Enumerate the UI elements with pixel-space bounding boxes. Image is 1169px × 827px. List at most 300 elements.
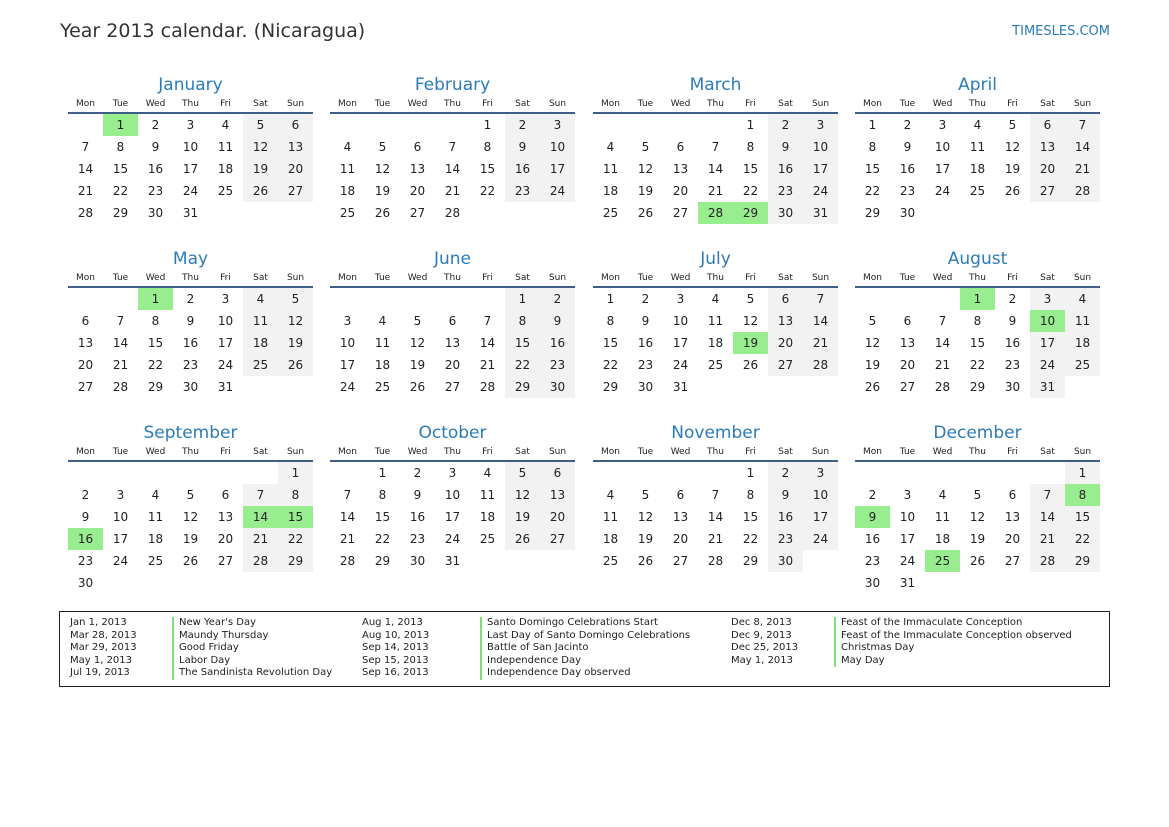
day-cell: 15 [479,162,496,176]
day-cell: 10 [112,510,129,524]
day-cell: 25 [243,354,278,376]
empty-cell [628,462,663,484]
day-cell: 11 [479,488,496,502]
day-cell: 7 [711,140,720,154]
day-cell: 9 [540,310,575,332]
day-cell: 28 [1065,180,1100,202]
day-cell: 2 [641,292,650,306]
day-cell: 31 [1030,376,1065,398]
weekday-label: Mon [338,99,357,109]
day-cell: 1 [483,118,492,132]
week-row [855,354,1100,376]
weekday-label: Thu [182,447,199,457]
day-cell: 30 [768,550,803,572]
day-cell: 7 [1065,114,1100,136]
day-cell: 7 [803,288,838,310]
weekday-label: Wed [407,447,428,457]
day-cell: 22 [374,532,391,546]
week-row [68,528,313,550]
day-cell: 4 [606,488,615,502]
weekday-label: Tue [899,447,916,457]
week-row [593,506,838,528]
day-cell: 21 [707,532,724,546]
week-row [855,484,1100,506]
day-cell: 4 [221,118,230,132]
day-cell: 20 [409,184,426,198]
day-cell: 12 [742,314,759,328]
weekday-label: Sat [1040,447,1055,457]
holiday-day-cell: 28 [698,202,733,224]
day-cell: 30 [768,202,803,224]
weekday-label: Fri [220,273,231,283]
day-cell: 21 [243,528,278,550]
day-cell: 18 [1065,332,1100,354]
day-cell: 6 [768,288,803,310]
day-cell: 19 [637,184,654,198]
weekday-label: Sun [286,447,305,457]
day-cell: 23 [540,354,575,376]
day-cell: 22 [147,358,164,372]
week-row [593,202,838,224]
day-cell: 12 [637,510,654,524]
weekday-label: Wed [145,447,166,457]
day-cell: 13 [672,162,689,176]
day-cell: 12 [505,484,540,506]
day-cell: 13 [540,484,575,506]
month-january [68,74,313,224]
weekday-header [68,444,313,462]
day-cell: 5 [868,314,877,328]
day-cell: 30 [899,206,916,220]
weekday-header [593,270,838,288]
day-cell: 3 [116,488,125,502]
holiday-day-cell: 14 [243,506,278,528]
day-cell: 1 [378,466,387,480]
holiday-day-cell: 9 [855,506,890,528]
day-cell: 14 [934,336,951,350]
day-cell: 28 [707,554,724,568]
week-row [330,158,575,180]
day-cell: 29 [602,380,619,394]
day-cell: 23 [637,358,654,372]
weekday-label: Mon [76,273,95,283]
month-name: December [933,423,1022,443]
day-cell: 9 [641,314,650,328]
week-row [330,550,575,572]
day-cell: 2 [768,462,803,484]
day-cell: 17 [540,158,575,180]
week-row [68,288,313,310]
day-cell: 18 [969,162,986,176]
weekday-label: Fri [220,99,231,109]
holiday-name: Santo Domingo Celebrations Start [487,617,658,628]
day-cell: 6 [903,314,912,328]
weekday-label: Tue [637,273,654,283]
day-cell: 5 [505,462,540,484]
weekday-header [68,270,313,288]
day-cell: 27 [278,180,313,202]
day-cell: 10 [540,136,575,158]
day-cell: 14 [479,336,496,350]
day-cell: 20 [899,358,916,372]
holiday-name: Good Friday [179,642,239,653]
weekday-label: Sun [548,273,567,283]
day-cell: 23 [147,184,164,198]
empty-cell [435,288,470,310]
day-cell: 31 [182,206,199,220]
holiday-date: Jul 19, 2013 [70,667,130,678]
day-cell: 13 [672,510,689,524]
day-cell: 14 [1065,136,1100,158]
day-cell: 17 [217,336,234,350]
day-cell: 17 [672,336,689,350]
day-cell: 25 [1065,354,1100,376]
holiday-day-cell: 16 [68,528,103,550]
day-cell: 16 [182,336,199,350]
week-row [855,114,1100,136]
week-row [68,114,313,136]
day-cell: 9 [1008,314,1017,328]
day-cell: 15 [742,510,759,524]
day-cell: 8 [746,140,755,154]
day-cell: 6 [278,114,313,136]
day-cell: 4 [483,466,492,480]
day-cell: 25 [479,532,496,546]
day-cell: 12 [374,162,391,176]
day-cell: 16 [147,162,164,176]
day-cell: 10 [182,140,199,154]
day-cell: 23 [1004,358,1021,372]
week-row [330,528,575,550]
holiday-name: Independence Day observed [487,667,631,678]
week-row [68,202,313,224]
day-cell: 10 [934,140,951,154]
week-row [593,376,838,398]
day-cell: 21 [707,184,724,198]
day-cell: 14 [803,310,838,332]
day-cell: 18 [602,184,619,198]
day-cell: 21 [934,358,951,372]
weekday-label: Wed [932,273,953,283]
weekday-header [68,96,313,114]
weekday-label: Sun [286,99,305,109]
empty-cell [593,462,628,484]
month-april [855,74,1100,224]
weekday-label: Sat [1040,99,1055,109]
day-cell: 16 [768,506,803,528]
day-cell: 1 [505,288,540,310]
weekday-label: Sun [1073,273,1092,283]
empty-cell [243,462,278,484]
day-cell: 29 [864,206,881,220]
empty-cell [960,462,995,484]
holiday-day-cell: 15 [278,506,313,528]
day-cell: 31 [217,380,234,394]
day-cell: 7 [483,314,492,328]
day-cell: 6 [413,140,422,154]
day-cell: 11 [339,162,356,176]
holiday-day-cell: 19 [733,332,768,354]
day-cell: 22 [742,184,759,198]
day-cell: 22 [969,358,986,372]
day-cell: 2 [540,288,575,310]
day-cell: 22 [479,184,496,198]
weekday-label: Wed [145,99,166,109]
weekday-label: Sun [1073,99,1092,109]
day-cell: 10 [899,510,916,524]
week-row [68,158,313,180]
day-cell: 1 [868,118,877,132]
empty-cell [400,114,435,136]
weekday-header [593,444,838,462]
weekday-label: Mon [863,99,882,109]
day-cell: 12 [637,162,654,176]
day-cell: 13 [1004,510,1021,524]
day-cell: 9 [768,484,803,506]
weekday-label: Tue [112,273,129,283]
day-cell: 13 [77,336,94,350]
empty-cell [330,288,365,310]
day-cell: 4 [938,488,947,502]
day-cell: 23 [768,528,803,550]
week-row [855,310,1100,332]
day-cell: 24 [672,358,689,372]
day-cell: 26 [278,354,313,376]
week-row [855,288,1100,310]
holiday-name: Labor Day [179,654,231,666]
weekday-label: Fri [745,99,756,109]
weekday-label: Tue [374,273,391,283]
day-cell: 27 [540,528,575,550]
empty-cell [330,114,365,136]
day-cell: 16 [864,532,881,546]
day-cell: 13 [409,162,426,176]
day-cell: 23 [77,554,94,568]
week-row [855,180,1100,202]
day-cell: 24 [1030,354,1065,376]
holiday-day-cell: 1 [138,288,173,310]
holiday-day-cell: 8 [1065,484,1100,506]
day-cell: 16 [505,158,540,180]
day-cell: 24 [803,180,838,202]
weekday-label: Thu [444,447,461,457]
day-cell: 27 [672,554,689,568]
week-row [68,332,313,354]
day-cell: 20 [1030,158,1065,180]
weekday-label: Mon [601,99,620,109]
day-cell: 21 [444,184,461,198]
day-cell: 18 [339,184,356,198]
day-cell: 28 [339,554,356,568]
day-cell: 22 [602,358,619,372]
holiday-date: Aug 1, 2013 [362,617,423,628]
day-cell: 12 [278,310,313,332]
week-row [593,310,838,332]
day-cell: 1 [746,466,755,480]
empty-cell [365,288,400,310]
weekday-header [593,96,838,114]
day-cell: 5 [641,140,650,154]
holiday-date: Dec 9, 2013 [731,629,792,641]
week-row [330,114,575,136]
day-cell: 7 [81,140,90,154]
day-cell: 5 [641,488,650,502]
weekday-label: Sun [811,273,830,283]
empty-cell [855,288,890,310]
weekday-label: Thu [707,447,724,457]
day-cell: 18 [707,336,724,350]
day-cell: 15 [864,162,881,176]
holiday-date: Sep 15, 2013 [362,654,429,666]
day-cell: 26 [1004,184,1021,198]
day-cell: 20 [217,532,234,546]
day-cell: 26 [374,206,391,220]
day-cell: 7 [938,314,947,328]
month-name: May [172,249,209,269]
empty-cell [995,462,1030,484]
week-row [593,332,838,354]
day-cell: 29 [742,554,759,568]
week-row [330,288,575,310]
day-cell: 12 [864,336,881,350]
day-cell: 15 [969,336,986,350]
weekday-label: Thu [707,273,724,283]
day-cell: 2 [1008,292,1017,306]
weekday-label: Mon [863,273,882,283]
day-cell: 14 [77,162,94,176]
day-cell: 18 [217,162,234,176]
week-row [330,202,575,224]
day-cell: 1 [278,462,313,484]
weekday-label: Fri [482,273,493,283]
day-cell: 12 [969,510,986,524]
week-row [68,180,313,202]
day-cell: 30 [1004,380,1021,394]
empty-cell [68,288,103,310]
week-row [330,136,575,158]
weekday-label: Tue [374,447,391,457]
day-cell: 5 [413,314,422,328]
week-row [68,572,313,594]
empty-cell [330,462,365,484]
weekday-label: Fri [220,447,231,457]
day-cell: 11 [1065,310,1100,332]
week-row [593,136,838,158]
day-cell: 5 [1008,118,1017,132]
day-cell: 28 [77,206,94,220]
week-row [593,528,838,550]
week-row [68,310,313,332]
day-cell: 13 [1030,136,1065,158]
month-name: October [418,423,487,443]
day-cell: 19 [969,532,986,546]
day-cell: 12 [1004,140,1021,154]
weekday-label: Mon [863,447,882,457]
day-cell: 27 [1004,554,1021,568]
day-cell: 11 [374,336,391,350]
day-cell: 28 [934,380,951,394]
week-row [593,158,838,180]
weekday-label: Mon [338,447,357,457]
month-name: April [958,75,997,95]
day-cell: 26 [637,206,654,220]
week-row [855,202,1100,224]
day-cell: 9 [413,488,422,502]
day-cell: 28 [112,380,129,394]
day-cell: 11 [934,510,951,524]
day-cell: 12 [409,336,426,350]
day-cell: 2 [413,466,422,480]
weekday-label: Sat [253,447,268,457]
day-cell: 9 [151,140,160,154]
day-cell: 31 [803,202,838,224]
day-cell: 5 [278,288,313,310]
day-cell: 4 [711,292,720,306]
week-row [330,376,575,398]
week-row [68,376,313,398]
day-cell: 27 [217,554,234,568]
day-cell: 3 [803,114,838,136]
weekday-label: Thu [444,273,461,283]
day-cell: 8 [606,314,615,328]
empty-cell [855,462,890,484]
holiday-dates-column [731,617,798,667]
weekday-label: Fri [482,99,493,109]
day-cell: 29 [374,554,391,568]
day-cell: 11 [147,510,164,524]
holiday-names-column [172,617,332,680]
day-cell: 22 [278,528,313,550]
weekday-label: Mon [601,273,620,283]
month-june [330,248,575,398]
day-cell: 30 [864,576,881,590]
empty-cell [68,462,103,484]
weekday-label: Mon [338,273,357,283]
day-cell: 7 [1030,484,1065,506]
weekday-label: Sun [1073,447,1092,457]
day-cell: 17 [444,510,461,524]
empty-cell [698,462,733,484]
site-link[interactable]: TIMESLES.COM [1012,24,1110,39]
day-cell: 6 [540,462,575,484]
holiday-name: Maundy Thursday [179,629,269,641]
empty-cell [103,288,138,310]
day-cell: 28 [479,380,496,394]
week-row [593,288,838,310]
day-cell: 1 [606,292,615,306]
holiday-date: Jan 1, 2013 [70,617,127,628]
day-cell: 12 [182,510,199,524]
day-cell: 4 [343,140,352,154]
weekday-label: Sun [811,99,830,109]
weekday-header [855,270,1100,288]
weekday-label: Wed [407,273,428,283]
holiday-date: Mar 28, 2013 [70,629,137,641]
day-cell: 30 [182,380,199,394]
empty-cell [593,114,628,136]
day-cell: 30 [637,380,654,394]
day-cell: 19 [637,532,654,546]
week-row [855,332,1100,354]
weekday-label: Fri [745,447,756,457]
day-cell: 23 [864,554,881,568]
holiday-date: Dec 8, 2013 [731,617,792,628]
day-cell: 22 [112,184,129,198]
day-cell: 16 [409,510,426,524]
day-cell: 2 [151,118,160,132]
week-row [68,484,313,506]
day-cell: 21 [339,532,356,546]
